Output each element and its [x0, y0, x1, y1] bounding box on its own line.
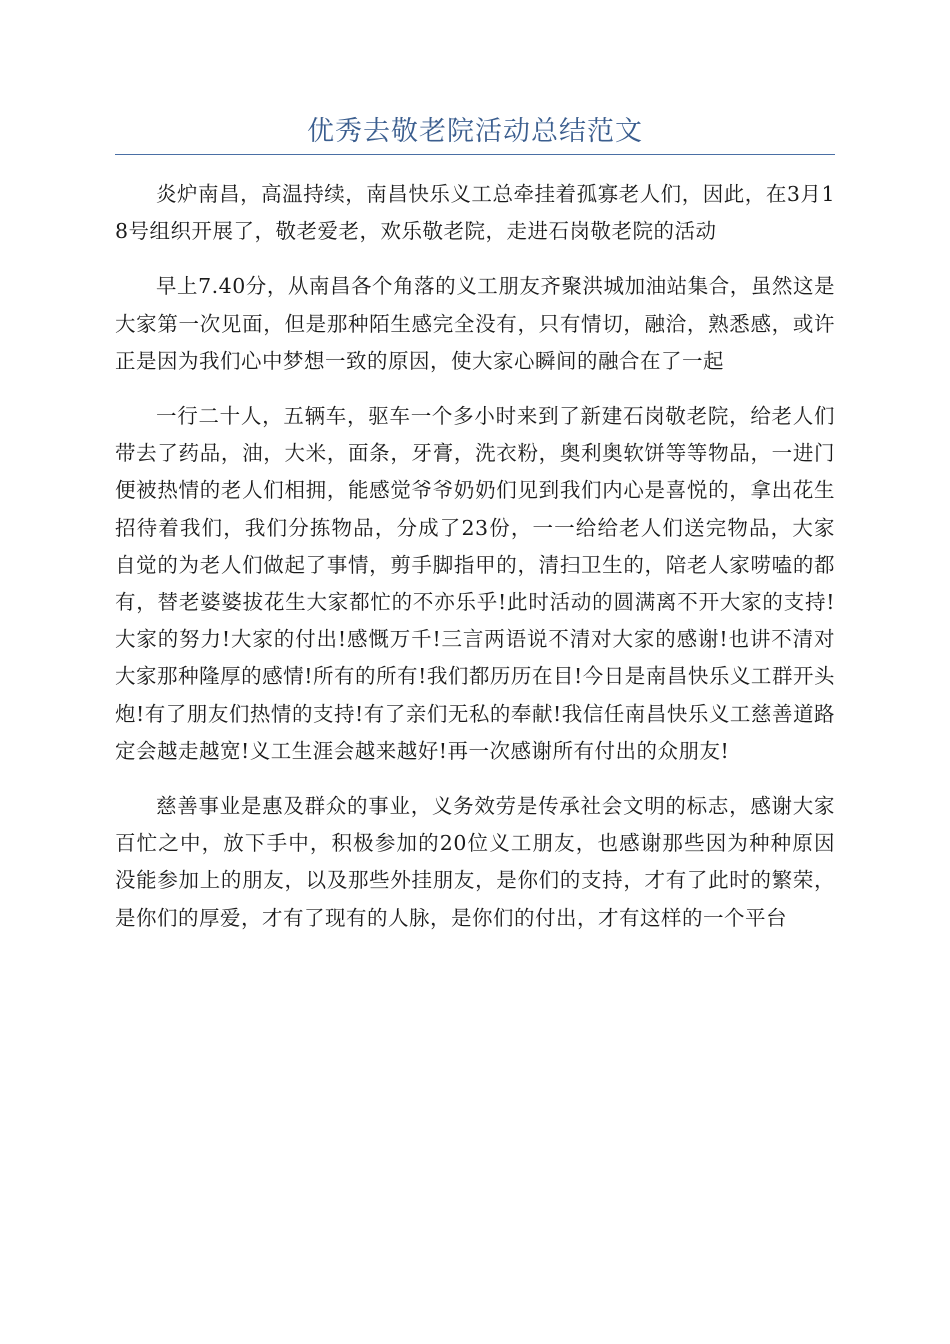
title-underline: [115, 154, 835, 155]
document-title: 优秀去敬老院活动总结范文: [307, 116, 643, 147]
document-body: [115, 176, 835, 955]
paragraph: 早上7.40分，从南昌各个角落的义工朋友齐聚洪城加油站集合，虽然这是大家第一次见面，但是那种陌生感完全没有，只有情切，融洽，熟悉感，或许正是因为我们心中梦想一致的原因，使大家心瞬间的融合在了一起: [115, 274, 835, 373]
paragraph: 一行二十人，五辆车，驱车一个多小时来到了新建石岗敬老院，给老人们带去了药品，油，大米，面条，牙膏，洗衣粉，奥利奥软饼等等物品，一进门便被热情的老人们相拥，能感觉爷爷奶奶们见到我们内心是喜悦的，拿出花生招待着我们，我们分拣物品，分成了23份，一一给给老人们送完物品，大家自觉的为老人们做起了事情，剪手脚指甲的，清扫卫生的，陪老人家唠嗑的都有，替老婆婆拔花生大家都忙的不亦乐乎!此时活动的圆满离不开大家的支持!大家的努力!大家的付出!感慨万千!三言两语说不清对大家的感谢!也讲不清对大家那种隆厚的感情!所有的所有!我们都历历在目!今日是南昌快乐义工群开头炮!有了朋友们热情的支持!有了亲们无私的奉献!我信任南昌快乐义工慈善道路定会越走越宽!义工生涯会越来越好!再一次感谢所有付出的众朋友!: [115, 404, 835, 763]
paragraph: 慈善事业是惠及群众的事业，义务效劳是传承社会文明的标志，感谢大家百忙之中，放下手中，积极参加的20位义工朋友，也感谢那些因为种种原因没能参加上的朋友，以及那些外挂朋友，是你们的支持，才有了此时的繁荣，是你们的厚爱，才有了现有的人脉，是你们的付出，才有这样的一个平台: [115, 794, 835, 930]
paragraph: 炎炉南昌，高温持续，南昌快乐义工总牵挂着孤寡老人们，因此，在3月18号组织开展了，敬老爱老，欢乐敬老院，走进石岗敬老院的活动: [115, 182, 835, 244]
